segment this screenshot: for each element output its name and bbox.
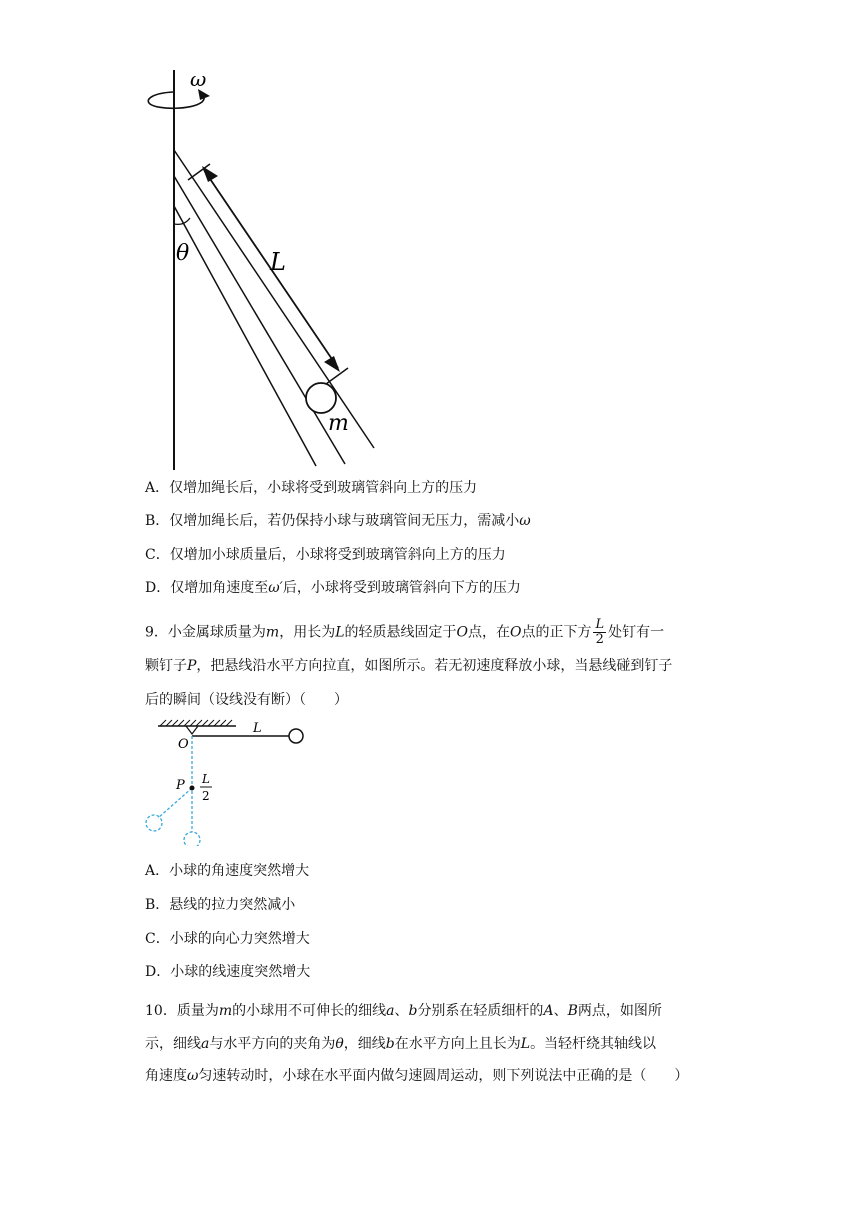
q9-stem-line1: 9．小金属球质量为m，用长为L的轻质悬线固定于O点，在O点的正下方 $\frac{L}{2}$ 处钉有一: [145, 617, 665, 647]
q9-fraction: $\frac{L}{2}$: [595, 617, 605, 647]
q8-option-b: B．仅增加绳长后，若仍保持小球与玻璃管间无压力，需减小ω: [145, 513, 531, 529]
q9-stem-line2: 颗钉子P，把悬线沿水平方向拉直，如图所示。若无初速度释放小球，当悬线碰到钉子: [145, 658, 673, 674]
tube-outer-top: [174, 206, 316, 466]
ball-dashed-left: [146, 815, 162, 831]
figure-pendulum-nail: [140, 716, 320, 846]
ball-dashed-bottom: [184, 832, 200, 846]
q9-option-a: A．小球的角速度突然增大: [145, 863, 310, 879]
q9-stem-line3: 后的瞬间（设线没有断）（ ）: [145, 692, 348, 708]
length-arrow-top-icon: [202, 166, 218, 182]
tube-inner-wall: [174, 176, 345, 464]
label-p: P: [176, 778, 185, 793]
tube-outer-wall: [174, 150, 374, 448]
label-o: O: [178, 737, 189, 752]
q10-stem-line2: 示，细线a与水平方向的夹角为θ，细线b在水平方向上且长为L。当轻杆绕其轴线以: [145, 1036, 657, 1052]
pivot-mark: [186, 726, 198, 734]
figure-rotating-tube: [140, 66, 390, 476]
mass-label: m: [328, 411, 349, 436]
label-l: L: [253, 721, 262, 736]
theta-label: θ: [176, 241, 190, 266]
nail-p: [190, 786, 195, 791]
q9-option-b: B．悬线的拉力突然减小: [145, 897, 296, 913]
q8-option-c: C．仅增加小球质量后，小球将受到玻璃管斜向上方的压力: [145, 547, 506, 563]
q10-stem-line1: 10．质量为m的小球用不可伸长的细线a、b分别系在轻质细杆的A、B两点，如图所: [145, 1003, 662, 1019]
length-label: L: [270, 248, 286, 276]
dashed-slanted-string: [158, 788, 192, 818]
ceiling-hatch: [160, 720, 232, 726]
rotation-arrow-icon: [148, 92, 204, 108]
q8-option-a: A．仅增加绳长后，小球将受到玻璃管斜向上方的压力: [145, 480, 478, 496]
q10-stem-line3: 角速度ω匀速转动时，小球在水平面内做匀速圆周运动，则下列说法中正确的是（ ）: [145, 1068, 689, 1084]
q9-option-d: D．小球的线速度突然增大: [145, 964, 311, 980]
ball-start: [289, 729, 303, 743]
ball: [306, 383, 336, 413]
length-tick-bottom: [326, 368, 348, 384]
omega-label: ω: [190, 67, 207, 91]
length-arrow-bottom-icon: [324, 356, 340, 372]
q8-option-d: D．仅增加角速度至ω′后，小球将受到玻璃管斜向下方的压力: [145, 580, 521, 596]
q9-option-c: C．小球的向心力突然增大: [145, 931, 310, 947]
label-frac-num: L: [202, 772, 210, 786]
label-frac-den: 2: [202, 789, 210, 803]
